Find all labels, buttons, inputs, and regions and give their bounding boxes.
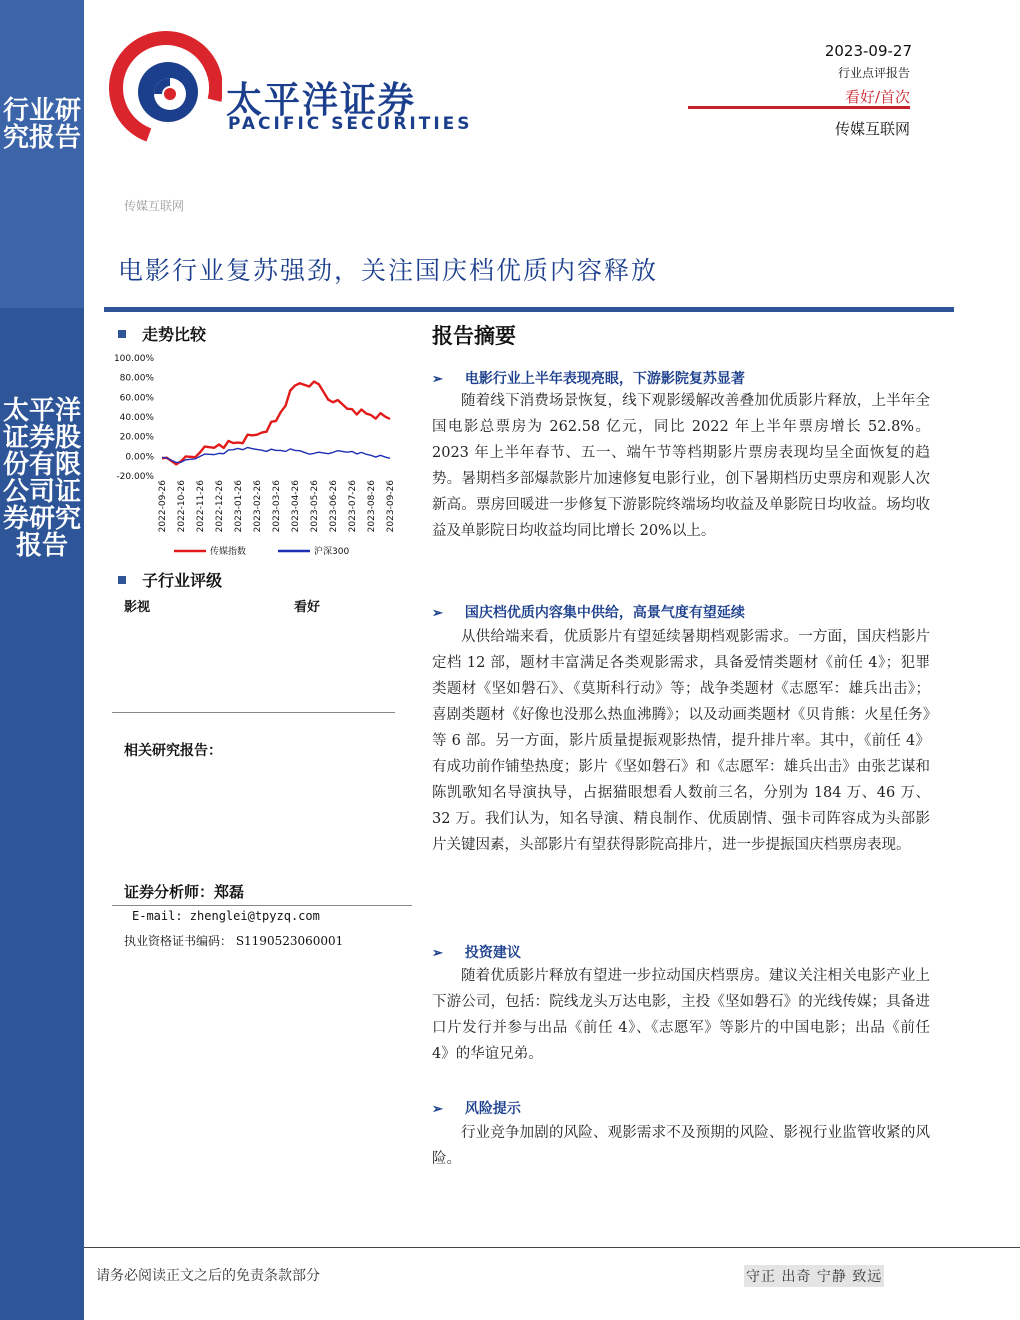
sidebar-top-text: 行业研究报告 [2, 96, 81, 153]
sub-rating-name: 影视 [124, 600, 151, 615]
y-tick-label: 100.00% [113, 354, 154, 364]
report-type: 行业点评报告 [837, 66, 910, 80]
report-date: 2023-09-27 [824, 42, 912, 60]
analyst-divider [112, 905, 412, 906]
section-paragraph-4: 行业竞争加剧的风险、观影需求不及预期的风险、影视行业监管收紧的风险。 [432, 1125, 930, 1167]
arrow-bullet-icon: ➢ [432, 946, 443, 961]
x-tick-label: 2023-02-26 [253, 480, 263, 533]
sub-rating-heading [118, 568, 222, 591]
report-rating: 看好/首次 [844, 88, 910, 106]
square-bullet-icon [118, 330, 126, 338]
footer-disclaimer: 请务必阅读正文之后的免责条款部分 [96, 1268, 320, 1284]
chart-legend [174, 545, 349, 557]
section-heading-1-label: 电影行业上半年表现亮眼，下游影院复苏显著 [464, 371, 745, 387]
x-tick-label: 2023-05-26 [310, 480, 320, 533]
section-heading-3 [432, 942, 521, 962]
report-sector: 传媒互联网 [834, 120, 910, 138]
footer-motto: 守正 出奇 宁静 致远 [744, 1265, 884, 1287]
y-tick-label: -20.00% [116, 472, 154, 482]
series-line [162, 382, 390, 465]
trend-heading-label: 走势比较 [142, 325, 207, 344]
trend-heading [118, 322, 206, 345]
arrow-bullet-icon: ➢ [432, 606, 443, 621]
sub-rating-heading-label: 子行业评级 [142, 571, 223, 590]
x-tick-label: 2023-04-26 [291, 480, 301, 533]
related-reports-label: 相关研究报告： [124, 743, 222, 759]
small-sector-label: 传媒互联网 [124, 199, 185, 213]
brand-name-cn: 太平洋证券 [226, 80, 417, 121]
y-tick-label: 0.00% [125, 452, 154, 463]
section-heading-4 [432, 1098, 521, 1118]
y-axis-ticks [114, 354, 154, 482]
section-heading-2-label: 国庆档优质内容集中供给，高景气度有望延续 [464, 605, 745, 621]
x-tick-label: 2023-06-26 [329, 480, 339, 533]
section-heading-3-label: 投资建议 [464, 945, 521, 961]
x-tick-label: 2022-11-26 [196, 480, 206, 533]
analyst-cert: 执业资格证书编码： S1190523060001 [124, 934, 344, 948]
y-tick-label: 40.00% [119, 413, 154, 423]
pacific-logo-icon [104, 22, 222, 142]
arrow-bullet-icon: ➢ [432, 1102, 443, 1117]
trend-chart [112, 346, 402, 564]
y-tick-label: 60.00% [119, 393, 154, 404]
sub-rating-value: 看好 [294, 600, 321, 615]
square-bullet-icon [118, 576, 126, 584]
section-paragraph-2: 从供给端来看，优质影片有望延续暑期档观影需求。一方面，国庆档影片定档 12 部，题材丰富满足各类观影需求，具备爱情类题材《前任 4》；犯罪类题材《坚如磐石》、《莫斯科行动》等；战争类题材《志愿军：雄兵出击》；喜剧类题材《好像也没那么热血沸腾》；以及动画类题材《贝肯熊：火星任务》等 6 部。另一方面，影片质量提振观影热情，提升排片率。其中，《前任 4》有成功前作铺垫热度；影片《坚如磐石》和《志愿军：雄兵出击》由张艺谋和陈凯歌知名导演执导，占据猫眼想看人数前三名，分别为 184 万、46 万、32 万。我们认为，知名导演、精良制作、优质剧情、强卡司阵容成为头部影片关键因素，头部影片有望获得影院高排片，进一步提振国庆档票房表现。 [432, 629, 930, 853]
y-tick-label: 80.00% [119, 373, 154, 384]
x-tick-label: 2022-10-26 [177, 480, 187, 533]
x-axis-ticks [158, 480, 396, 533]
sidebar-bottom-text: 太平洋证券股份有限公司证券研究报告 [2, 396, 81, 561]
x-tick-label: 2023-01-26 [234, 480, 244, 533]
sidebar-top-block [0, 0, 84, 308]
summary-title: 报告摘要 [432, 323, 516, 348]
section-heading-4-label: 风险提示 [464, 1101, 521, 1117]
x-tick-label: 2022-09-26 [158, 480, 168, 533]
footer-rule [84, 1247, 1020, 1248]
x-tick-label: 2023-03-26 [272, 480, 282, 533]
section-heading-2 [432, 602, 745, 622]
section-paragraph-3: 随着优质影片释放有望进一步拉动国庆档票房。建议关注相关电影产业上下游公司，包括：院线龙头万达电影，主投《坚如磐石》的光线传媒；具备进口片发行并参与出品《前任 4》、《志愿军》等影片的中国电影；出品《前任 4》的华谊兄弟。 [432, 968, 930, 1062]
header-red-rule [688, 106, 910, 109]
page-title: 电影行业复苏强劲，关注国庆档优质内容释放 [118, 256, 659, 285]
chart-series [162, 382, 390, 465]
y-tick-label: 20.00% [119, 432, 154, 443]
section-paragraph-1: 随着线下消费场景恢复，线下观影缓解改善叠加优质影片释放，上半年全国电影总票房为 262.58 亿元，同比 2022 年上半年票房增长 52.8%。2023 年上半年春节、五一、端午节等档期影片票房表现均呈全面恢复的趋势。暑期档多部爆款影片加速修复电影行业，创下暑期档历史票房和观影人次新高。票房回暖进一步修复下游影院终端场均收益及单影院日均收益。场均收益及单影院日均收益均同比增长 20%以上。 [432, 393, 930, 539]
title-rule [104, 307, 954, 312]
left-divider [112, 712, 395, 713]
arrow-bullet-icon: ➢ [432, 372, 443, 387]
analyst-name: 证券分析师：郑磊 [124, 883, 245, 901]
analyst-email: E-mail: zhenglei@tpyzq.com [132, 909, 320, 923]
legend-label: 沪深300 [314, 547, 350, 557]
section-heading-1 [432, 368, 745, 388]
x-tick-label: 2023-07-26 [348, 480, 358, 533]
legend-label: 传媒指数 [210, 547, 247, 557]
brand-name-en: PACIFIC SECURITIES [228, 114, 473, 134]
x-tick-label: 2023-08-26 [367, 480, 377, 533]
x-tick-label: 2023-09-26 [386, 480, 396, 533]
x-tick-label: 2022-12-26 [215, 480, 225, 533]
